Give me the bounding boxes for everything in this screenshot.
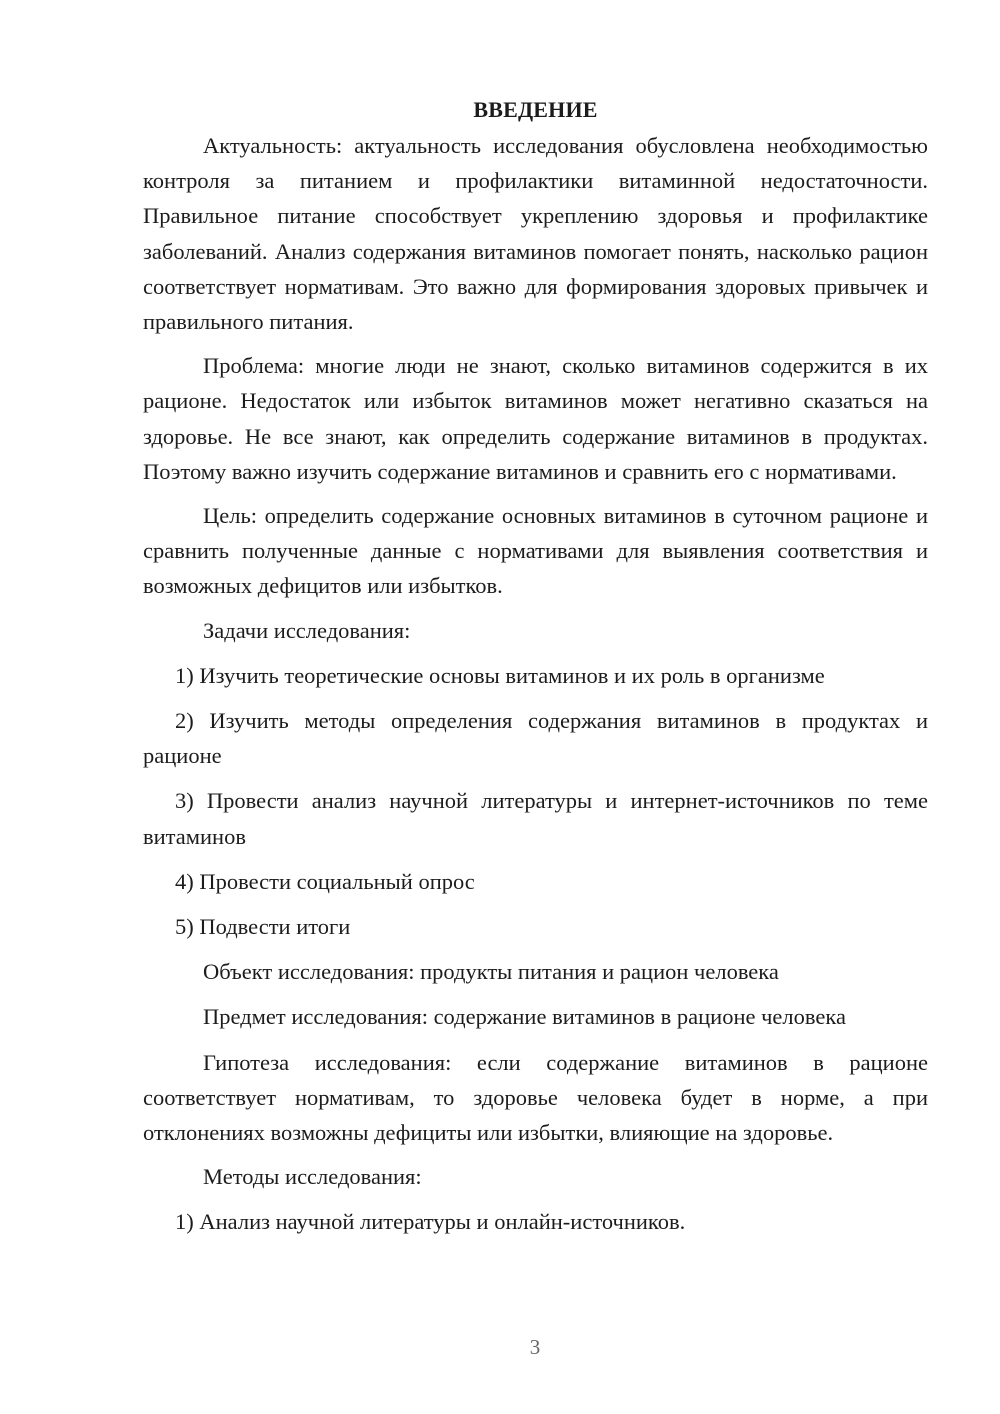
task-item-5: 5) Подвести итоги	[175, 914, 351, 940]
method-item-1: 1) Анализ научной литературы и онлайн-источников.	[175, 1209, 686, 1235]
task-item-1: 1) Изучить теоретические основы витаминов и их роль в организме	[175, 662, 825, 688]
relevance-paragraph: Актуальность: актуальность исследования обусловлена необходимостью контроля за питанием и профилактики витаминной недостаточности. Правильное питание способствует укреплению здоровья и профилактике заболеваний. Анализ содержания витаминов помогает понять, насколько рацион соответствует нормативам. Это важно для формирования здоровых привычек и правильного питания.	[143, 133, 928, 335]
problem-paragraph: Проблема: многие люди не знают, сколько витаминов содержится в их рационе. Недостаток или избыток витаминов может негативно сказаться на здоровье. Не все знают, как определить содержание витаминов в продуктах. Поэтому важно изучить содержание витаминов и сравнить его с нормативами.	[143, 353, 928, 484]
tasks-heading: Задачи исследования:	[203, 617, 411, 643]
page-number: 3	[529, 1335, 541, 1359]
object-paragraph: Объект исследования: продукты питания и рацион человека	[203, 959, 779, 985]
goal-paragraph: Цель: определить содержание основных витаминов в суточном рационе и сравнить полученные данные с нормативами для выявления соответствия и возможных дефицитов или избытков.	[143, 503, 928, 599]
task-item-3: 3) Провести анализ научной литературы и интернет-источников по теме витаминов	[143, 788, 928, 849]
hypothesis-paragraph: Гипотеза исследования: если содержание витаминов в рационе соответствует нормативам, то здоровье человека будет в норме, а при отклонениях возможны дефициты или избытки, влияющие на здоровье.	[143, 1049, 928, 1146]
subject-paragraph: Предмет исследования: содержание витаминов в рационе человека	[203, 1004, 846, 1030]
task-item-2: 2) Изучить методы определения содержания витаминов в продуктах и рационе	[143, 708, 928, 769]
methods-heading: Методы исследования:	[203, 1164, 422, 1190]
section-title: ВВЕДЕНИЕ	[473, 97, 598, 122]
task-item-4: 4) Провести социальный опрос	[175, 868, 475, 894]
document-page	[143, 95, 928, 1250]
